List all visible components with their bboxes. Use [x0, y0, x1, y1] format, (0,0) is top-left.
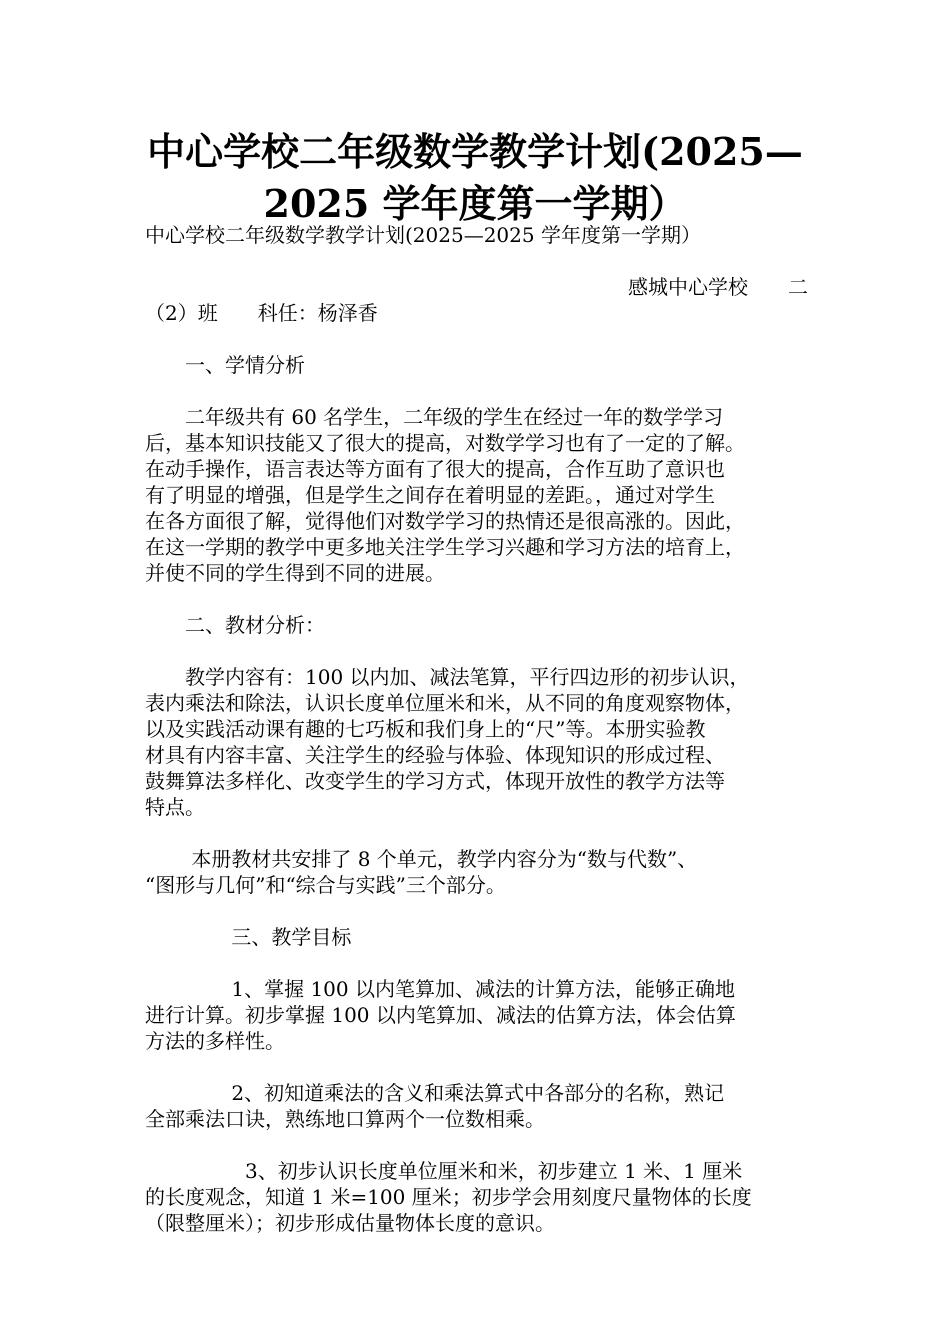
goal-1 — [145, 976, 820, 1054]
paragraph-line: 2、初知道乘法的含义和乘法算式中各部分的名称，熟记 — [145, 1081, 725, 1105]
goal-3 — [145, 1158, 820, 1236]
section2-paragraph-2 — [145, 846, 820, 898]
paragraph-line: 本册教材共安排了 8 个单元，教学内容分为“数与代数”、 — [145, 847, 698, 871]
paragraph-line: 以及实践活动课有趣的七巧板和我们身上的“尺”等。本册实验教 — [145, 717, 706, 741]
paragraph-line: 在这一学期的教学中更多地关注学生学习兴趣和学习方法的培育上， — [145, 535, 745, 559]
paragraph-line: 的长度观念，知道 1 米=100 厘米；初步学会用刻度尺量物体的长度 — [145, 1185, 752, 1209]
paragraph-line: 教学内容有：100 以内加、减法笔算，平行四边形的初步认识， — [145, 665, 750, 689]
paragraph-line: 1、掌握 100 以内笔算加、减法的计算方法，能够正确地 — [145, 977, 735, 1001]
school-line: 感城中心学校 二 — [628, 275, 808, 299]
section3-heading: 三、教学目标 — [145, 925, 352, 949]
title-line-2: 2025 学年度第一学期） — [263, 181, 687, 226]
paragraph-line: 并使不同的学生得到不同的进展。 — [145, 561, 445, 585]
paragraph-line: 鼓舞算法多样化、改变学生的学习方式，体现开放性的教学方法等 — [145, 769, 725, 793]
paragraph-line: 后，基本知识技能又了很大的提高，对数学学习也有了一定的了解。 — [145, 431, 745, 455]
title-line-1: 中心学校二年级数学教学计划(2025— — [147, 129, 803, 174]
document-body — [145, 222, 820, 1236]
paragraph-line: 3、初步认识长度单位厘米和米，初步建立 1 米、1 厘米 — [145, 1159, 743, 1183]
paragraph-line: “图形与几何”和“综合与实践”三个部分。 — [145, 873, 506, 897]
section2-paragraph-1 — [145, 664, 820, 820]
paragraph-line: 特点。 — [145, 795, 205, 819]
paragraph-line: 在各方面很了解，觉得他们对数学学习的热情还是很高涨的。因此， — [145, 509, 745, 533]
paragraph-line: 材具有内容丰富、关注学生的经验与体验、体现知识的形成过程、 — [145, 743, 725, 767]
goal-2 — [145, 1080, 820, 1132]
class-teacher-line: （2）班 科任：杨泽香 — [145, 301, 378, 325]
paragraph-line: 表内乘法和除法，认识长度单位厘米和米，从不同的角度观察物体， — [145, 691, 745, 715]
section2-heading: 二、教材分析： — [145, 613, 325, 637]
paragraph-line: （限整厘米）；初步形成估量物体长度的意识。 — [145, 1211, 555, 1235]
paragraph-line: 二年级共有 60 名学生，二年级的学生在经过一年的数学学习 — [145, 405, 724, 429]
document-title — [140, 126, 810, 230]
section1-heading: 一、学情分析 — [145, 353, 305, 377]
paragraph-line: 方法的多样性。 — [145, 1029, 285, 1053]
paragraph-line: 进行计算。初步掌握 100 以内笔算加、减法的估算方法，体会估算 — [145, 1003, 736, 1027]
section1-paragraph — [145, 404, 820, 586]
paragraph-line: 有了明显的增强，但是学生之间存在着明显的差距。，通过对学生 — [145, 483, 715, 507]
paragraph-line: 在动手操作，语言表达等方面有了很大的提高，合作互助了意识也 — [145, 457, 725, 481]
paragraph-line: 全部乘法口诀，熟练地口算两个一位数相乘。 — [145, 1107, 545, 1131]
document-subtitle: 中心学校二年级数学教学计划(2025—2025 学年度第一学期） — [145, 223, 701, 247]
